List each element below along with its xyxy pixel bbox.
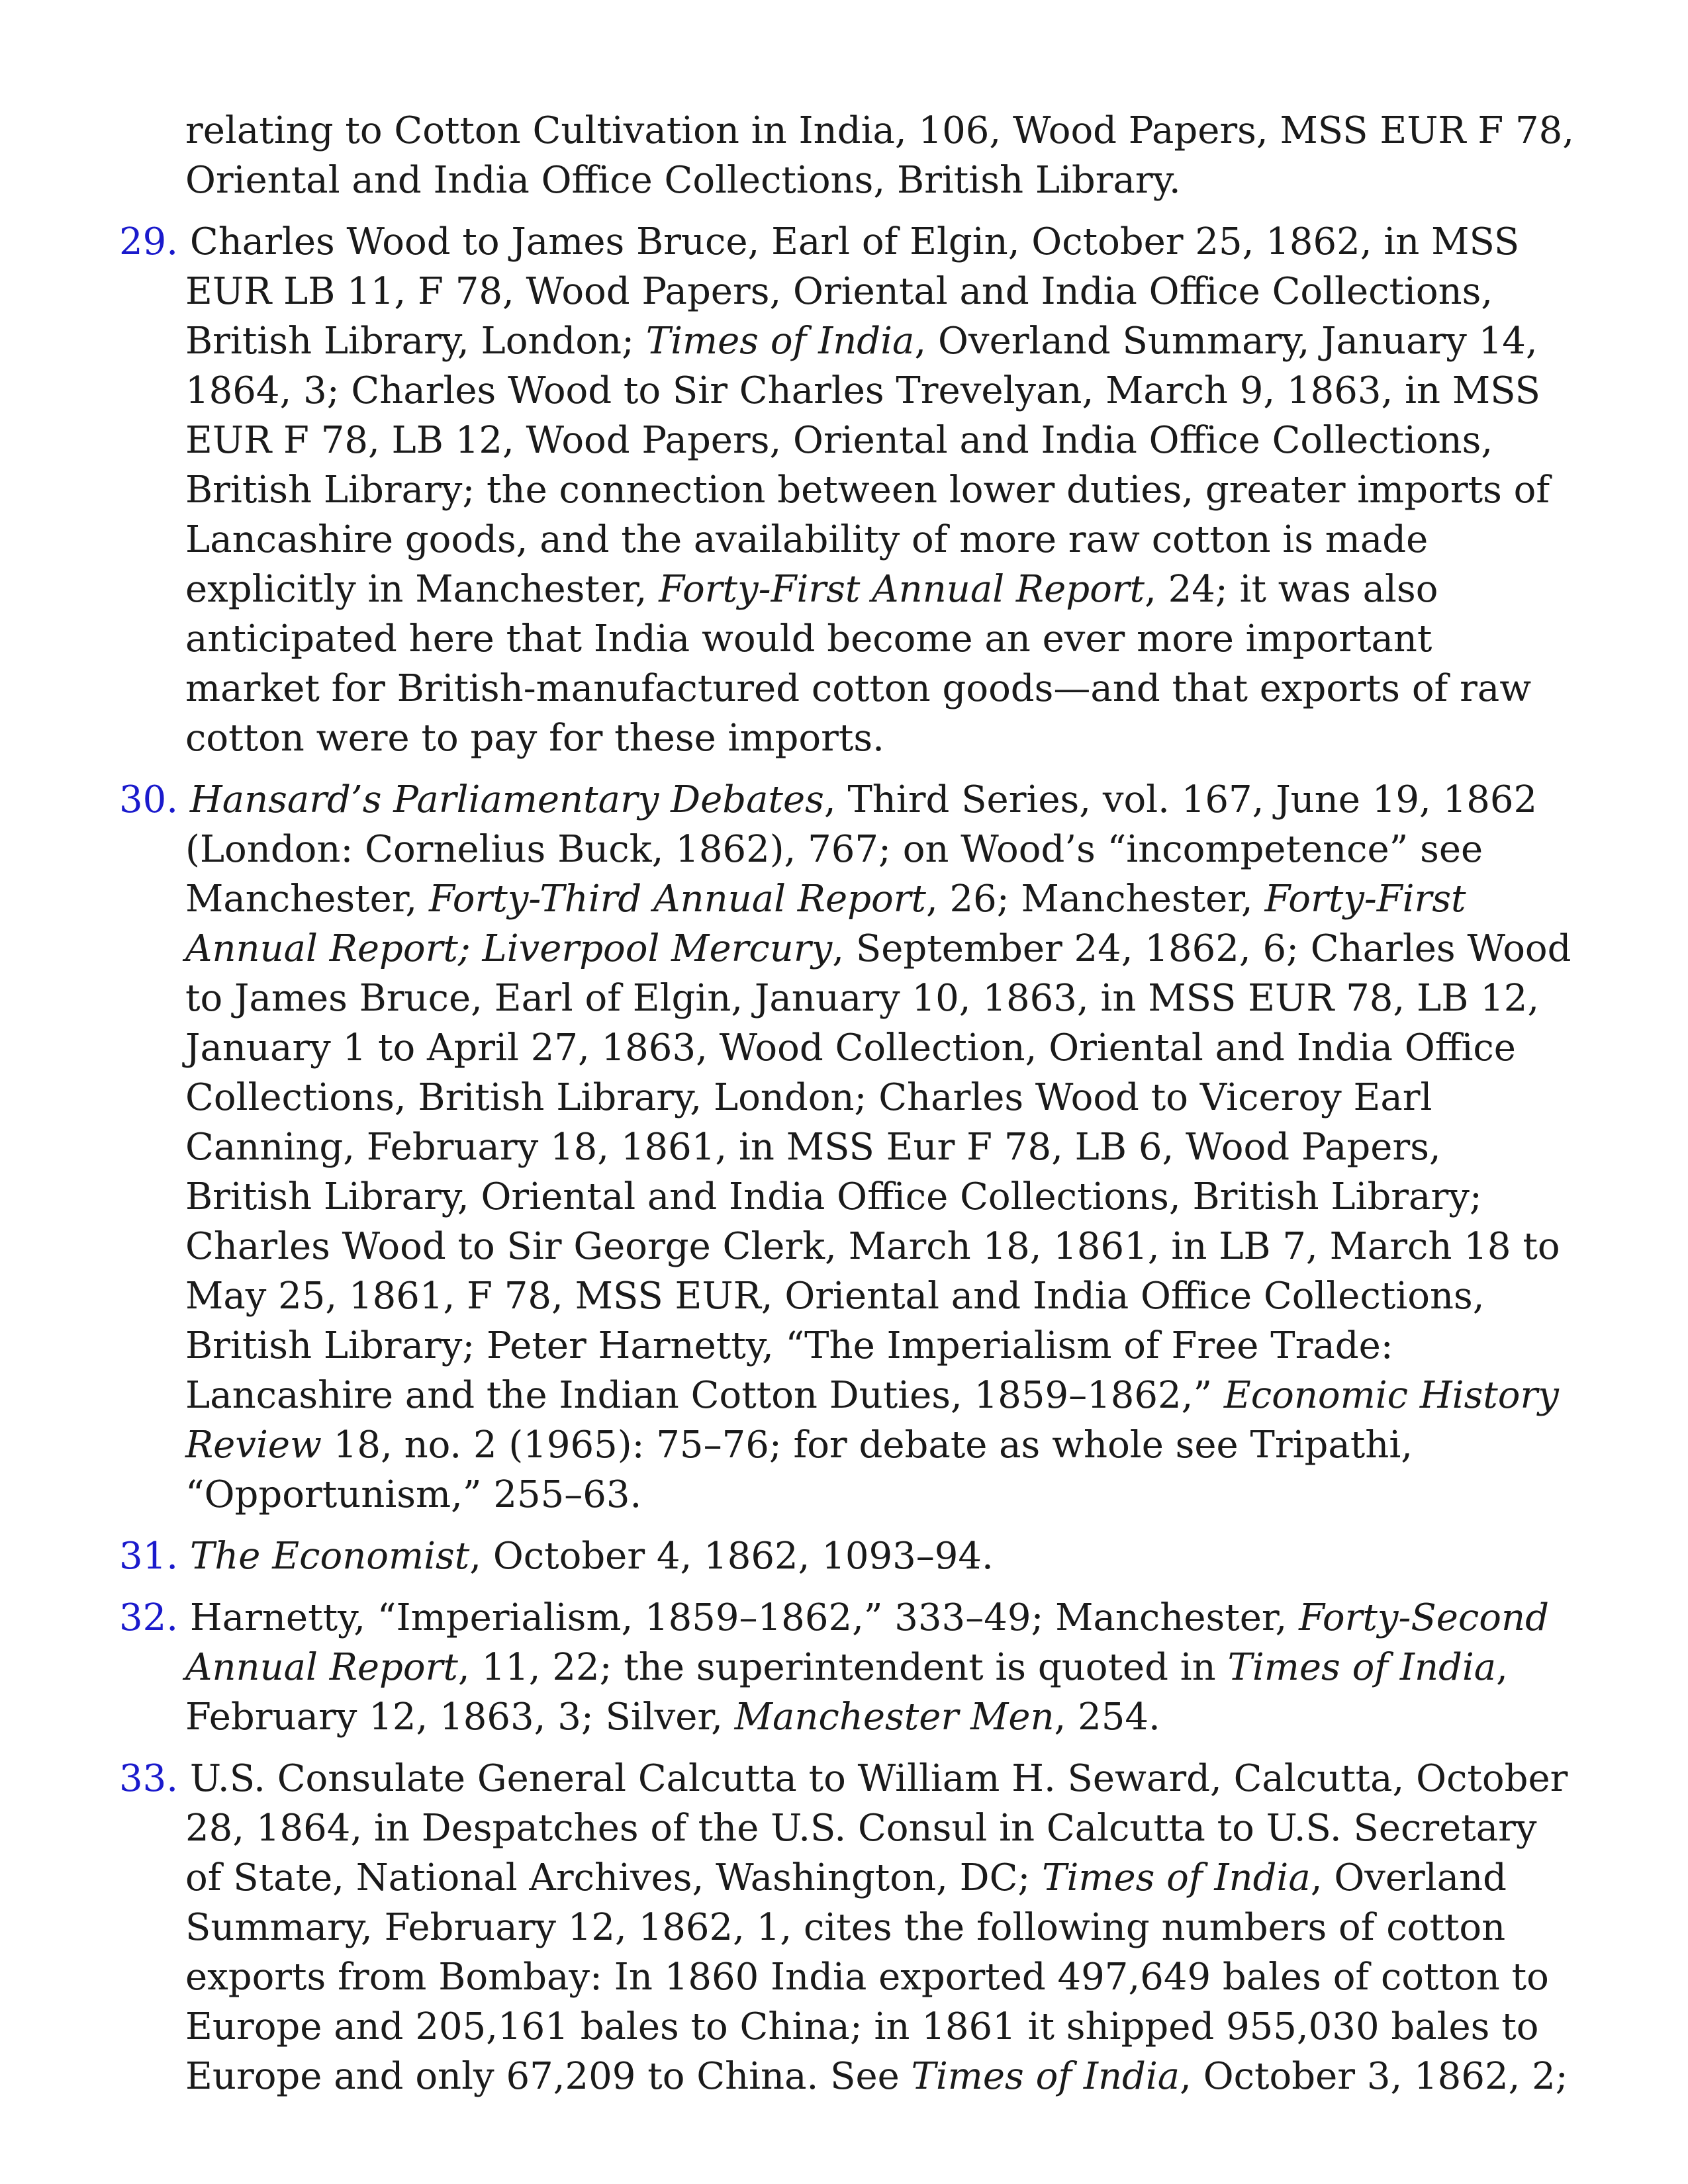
footnote-title: Forty-Third Annual Report	[428, 878, 926, 921]
footnote-text: , 254.	[1054, 1696, 1160, 1739]
footnote-number-link[interactable]: 33.	[119, 1757, 179, 1800]
footnote-title: Hansard’s Parliamentary Debates	[189, 778, 824, 821]
footnote-text: , 11, 22; the superintendent is quoted in	[457, 1646, 1228, 1689]
footnote-title: Economic History Review	[185, 1374, 1559, 1467]
footnote-text	[178, 778, 190, 821]
footnote-30	[119, 775, 1575, 1520]
continued-footnote	[119, 106, 1575, 205]
footnote-title: Manchester Men	[734, 1696, 1055, 1739]
footnote-29	[119, 217, 1575, 763]
footnote-text: , Overland Summary, February 12, 1862, 1, cites the following numbers of cotton exports from Bombay: In 1860 India exported 497,649 bales of cotton to Europe and 205,161 bales to China; in 1861 it shipped 955,030 bales to Europe and only 67,209 to China. See	[185, 1856, 1549, 2098]
footnote-title: Times of India	[911, 2055, 1180, 2098]
footnote-text: U.S. Consulate General Calcutta to William H. Seward, Calcutta, October 28, 1864, in Despatches of the U.S. Consul in Calcutta to U.S. Secretary of State, National Archives, Washington, DC;	[178, 1757, 1568, 1899]
footnote-33	[119, 1754, 1575, 2101]
footnote-text	[178, 1535, 190, 1578]
footnote-title: Times of India	[645, 320, 915, 363]
footnote-text: , October 4, 1862, 1093–94.	[469, 1535, 994, 1578]
footnote-text: Harnetty, “Imperialism, 1859–1862,” 333–49; Manchester,	[178, 1596, 1299, 1639]
footnote-text: , February 12, 1863, 3; Silver,	[185, 1646, 1508, 1739]
footnote-text: , Overland Summary, January 14, 1864, 3; Charles Wood to Sir Charles Trevelyan, March 9, 1863, in MSS EUR F 78, LB 12, Wood Papers, Oriental and India Office Collections, British Library; the connection between lower duties, greater imports of Lancashire goods, and the availability of more raw cotton is made explicitly in Manchester,	[185, 320, 1550, 611]
footnote-text: , 24; it was also anticipated here that India would become an ever more important market for British-manufactured cotton goods—and that exports of raw cotton were to pay for these imports.	[185, 568, 1532, 760]
continued-footnote-text: relating to Cotton Cultivation in India, 106, Wood Papers, MSS EUR F 78, Oriental and India Office Collections, British Library.	[185, 109, 1575, 202]
footnote-title: The Economist	[189, 1535, 470, 1578]
footnote-number-link[interactable]: 32.	[119, 1596, 179, 1639]
footnote-text: 18, no. 2 (1965): 75–76; for debate as whole see Tripathi, “Opportunism,” 255–63.	[185, 1424, 1413, 1516]
footnote-title: Times of India	[1227, 1646, 1497, 1689]
footnote-title: Times of India	[1042, 1856, 1311, 1899]
footnotes-page	[119, 106, 1575, 2101]
footnote-text: , October 3, 1862, 2;	[1180, 2055, 1568, 2098]
footnote-title: Forty-First Annual Report; Liverpool Mercury	[185, 878, 1466, 970]
footnote-title: Forty-Second Annual Report	[185, 1596, 1549, 1689]
footnote-number-link[interactable]: 31.	[119, 1535, 179, 1578]
footnote-title: Forty-First Annual Report	[659, 568, 1145, 611]
footnote-text: , Third Series, vol. 167, June 19, 1862 (London: Cornelius Buck, 1862), 767; on Wood’s “incompetence” see Manchester,	[185, 778, 1538, 921]
footnote-number-link[interactable]: 30.	[119, 778, 179, 821]
footnote-31	[119, 1531, 1575, 1581]
footnote-text: , September 24, 1862, 6; Charles Wood to James Bruce, Earl of Elgin, January 10, 1863, in MSS EUR 78, LB 12, January 1 to April 27, 1863, Wood Collection, Oriental and India Office Collections, British Library, London; Charles Wood to Viceroy Earl Canning, February 18, 1861, in MSS Eur F 78, LB 6, Wood Papers, British Library, Oriental and India Office Collections, British Library; Charles Wood to Sir George Clerk, March 18, 1861, in LB 7, March 18 to May 25, 1861, F 78, MSS EUR, Oriental and India Office Collections, British Library; Peter Harnetty, “The Imperialism of Free Trade: Lancashire and the Indian Cotton Duties, 1859–1862,”	[185, 927, 1571, 1417]
footnote-text: , 26; Manchester,	[925, 878, 1265, 921]
footnote-text: Charles Wood to James Bruce, Earl of Elgin, October 25, 1862, in MSS EUR LB 11, F 78, Wood Papers, Oriental and India Office Collections, British Library, London;	[178, 220, 1520, 363]
footnote-number-link[interactable]: 29.	[119, 220, 179, 263]
footnote-32	[119, 1593, 1575, 1742]
